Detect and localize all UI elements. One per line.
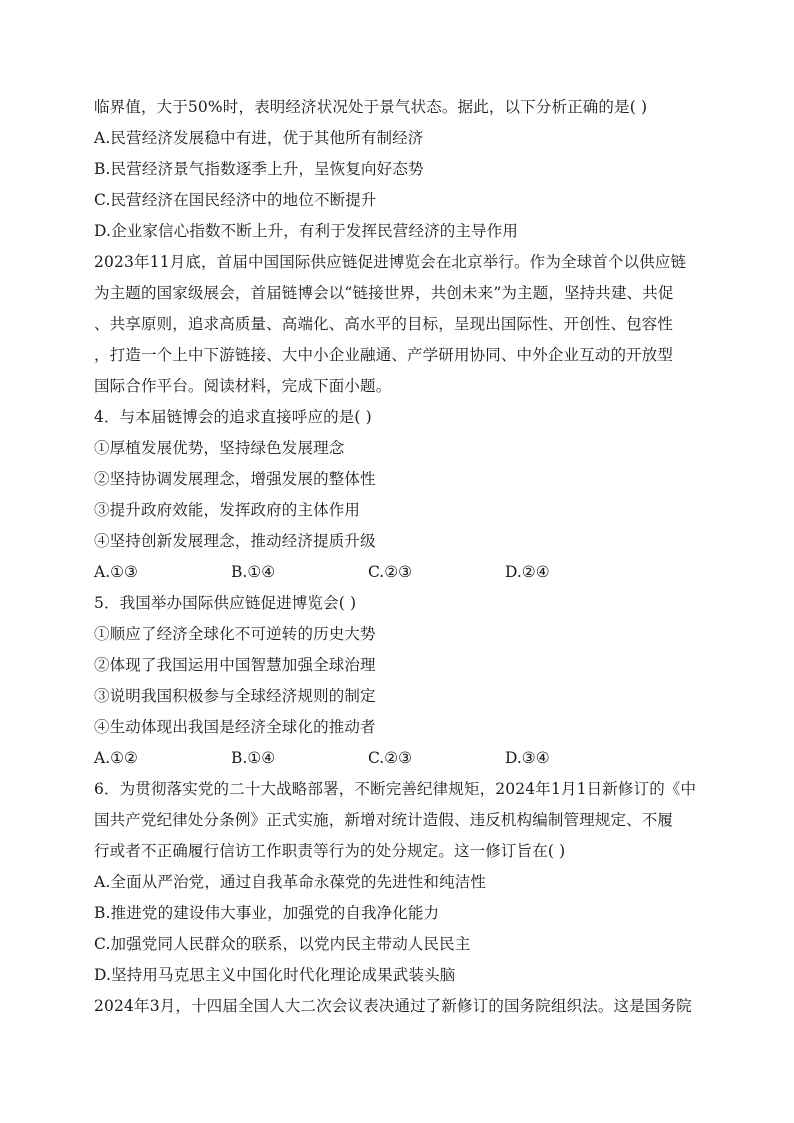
question-5-item: ③说明我国积极参与全球经济规则的制定 [94, 687, 376, 705]
question-stem-continuation: 临界值，大于50%时，表明经济状况处于景气状态。据此，以下分析正确的是( ) [94, 98, 648, 116]
material-paragraph-line: 2024年3月，十四届全国人大二次会议表决通过了新修订的国务院组织法。这是国务院 [94, 997, 692, 1015]
question-4-option-b: B.①④ [231, 563, 276, 581]
question-6-option-d: D.坚持用马克思主义中国化时代化理论成果武装头脑 [94, 966, 456, 984]
question-5-option-a: A.①② [94, 749, 138, 767]
question-4-option-d: D.②④ [505, 563, 550, 581]
option-a: A.民营经济发展稳中有进，优于其他所有制经济 [94, 129, 424, 147]
option-b: B.民营经济景气指数逐季上升，呈恢复向好态势 [94, 160, 424, 178]
material-paragraph-line: 2023年11月底，首届中国国际供应链促进博览会在北京举行。作为全球首个以供应链 [94, 253, 687, 271]
question-5-stem: 5．我国举办国际供应链促进博览会( ) [94, 594, 357, 612]
question-5-options [94, 743, 714, 774]
question-6-stem: 行或者不正确履行信访工作职责等行为的处分规定。这一修订旨在( ) [94, 842, 566, 860]
question-6-option-c: C.加强党同人民群众的联系，以党内民主带动人民民主 [94, 935, 471, 953]
question-5-item: ②体现了我国运用中国智慧加强全球治理 [94, 656, 376, 674]
material-paragraph-line: 为主题的国家级展会，首届链博会以“链接世界，共创未来”为主题，坚持共建、共促 [94, 284, 674, 302]
question-4-item: ①厚植发展优势，坚持绿色发展理念 [94, 439, 345, 457]
question-4-item: ②坚持协调发展理念，增强发展的整体性 [94, 470, 376, 488]
material-paragraph-line: 国际合作平台。阅读材料，完成下面小题。 [94, 377, 392, 395]
question-4-stem: 4．与本届链博会的追求直接呼应的是( ) [94, 408, 372, 426]
material-paragraph-line: ，打造一个上中下游链接、大中小企业融通、产学研用协同、中外企业互动的开放型 [94, 346, 674, 364]
question-6-option-a: A.全面从严治党，通过自我革命永葆党的先进性和纯洁性 [94, 873, 487, 891]
question-6-option-b: B.推进党的建设伟大事业，加强党的自我净化能力 [94, 904, 440, 922]
question-4-option-c: C.②③ [368, 563, 413, 581]
question-5-option-b: B.①④ [231, 749, 276, 767]
question-4-item: ③提升政府效能，发挥政府的主体作用 [94, 501, 361, 519]
question-5-option-d: D.③④ [505, 749, 550, 767]
question-5-item: ④生动体现出我国是经济全球化的推动者 [94, 718, 376, 736]
option-c: C.民营经济在国民经济中的地位不断提升 [94, 191, 377, 209]
question-4-item: ④坚持创新发展理念，推动经济提质升级 [94, 532, 376, 550]
question-4-option-a: A.①③ [94, 563, 138, 581]
question-5-option-c: C.②③ [368, 749, 413, 767]
document-page [94, 92, 714, 1022]
question-6-stem: 6．为贯彻落实党的二十大战略部署，不断完善纪律规矩，2024年1月1日新修订的《中 [94, 780, 697, 798]
material-paragraph-line: 、共享原则，追求高质量、高端化、高水平的目标，呈现出国际性、开创性、包容性 [94, 315, 674, 333]
option-d: D.企业家信心指数不断上升，有利于发挥民营经济的主导作用 [94, 222, 519, 240]
question-5-item: ①顺应了经济全球化不可逆转的历史大势 [94, 625, 376, 643]
question-6-stem: 国共产党纪律处分条例》正式实施，新增对统计造假、违反机构编制管理规定、不履 [94, 811, 674, 829]
question-4-options [94, 557, 714, 588]
